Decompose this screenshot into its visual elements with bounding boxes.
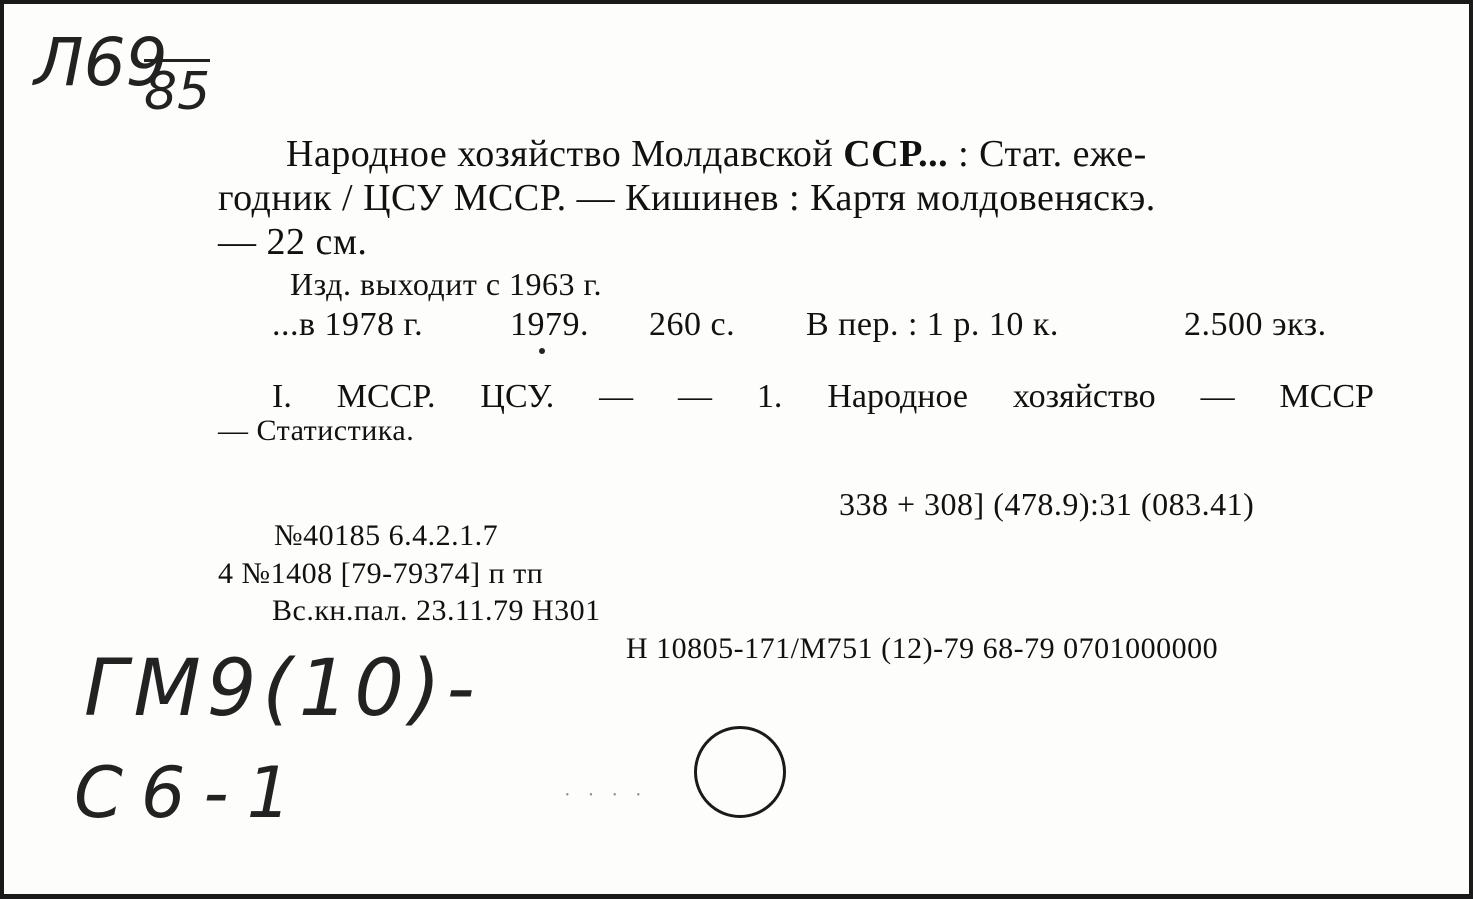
handwritten-note-1: ГМ9(10)-	[84, 644, 481, 734]
classification-number: 338 + 308] (478.9):31 (083.41)	[839, 486, 1255, 522]
title-line-2: годник / ЦСУ МССР. — Кишинев : Картя молдовеняскэ.	[218, 177, 1156, 219]
book-chamber-stamp: Вс.кн.пал. 23.11.79 Н301	[272, 594, 601, 627]
tracing-c5: —	[678, 378, 713, 415]
issue-binding-price: В пер. : 1 р. 10 к.	[806, 306, 1059, 343]
tracing-c1: I.	[272, 378, 292, 415]
title-suffix: : Стат. еже-	[948, 133, 1147, 175]
tracing-c4: —	[599, 378, 634, 415]
publication-note: Изд. выходит с 1963 г.	[290, 266, 603, 302]
title-line-3: — 22 см.	[218, 221, 368, 263]
call-number-sup: 85	[144, 62, 211, 122]
handwritten-note-2: С6-1	[74, 752, 310, 834]
tracing-c9: —	[1200, 378, 1235, 415]
tracings-line-1	[272, 378, 1374, 416]
issue-pages: 260 с.	[649, 306, 736, 343]
tracing-c3: ЦСУ.	[480, 378, 555, 415]
title-line-1	[286, 132, 1147, 176]
tracings-line-2: — Статистика.	[218, 414, 415, 447]
issue-copies: 2.500 экз.	[1184, 306, 1327, 343]
tracing-c8: хозяйство	[1012, 378, 1156, 415]
tracing-c7: Народное	[827, 378, 968, 415]
tracing-c10: МССР	[1279, 378, 1374, 415]
title-prefix: Народное хозяйство Молдавской	[286, 133, 844, 175]
index-code: Н 10805-171/М751 (12)-79 68-79 0701000000	[626, 632, 1219, 665]
tracing-c6: 1.	[756, 378, 783, 415]
issue-pub-year: 1979.	[510, 306, 589, 343]
handwritten-call-number-sup	[144, 59, 210, 122]
order-number: 4 №1408 [79-79374] п тп	[218, 557, 544, 590]
issue-year-label: ...в 1978 г.	[272, 306, 424, 343]
title-bold: ССР...	[843, 133, 949, 175]
punch-hole-circle	[694, 726, 786, 818]
tracing-c2: МССР.	[336, 378, 436, 415]
faint-marks: · · · ·	[564, 784, 648, 806]
record-number: №40185 6.4.2.1.7	[274, 519, 499, 552]
call-number-main: Л69	[34, 24, 168, 101]
ink-dot	[539, 348, 545, 354]
